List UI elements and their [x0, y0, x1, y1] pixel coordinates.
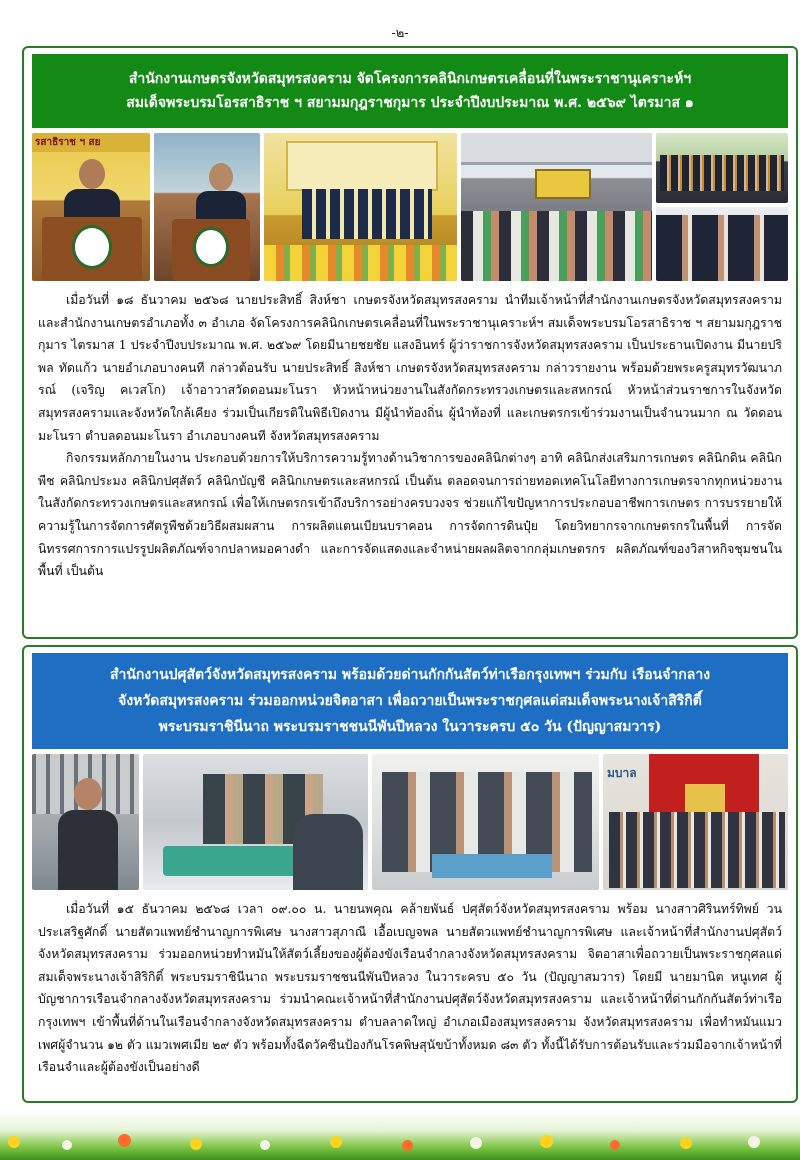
supply-table [432, 854, 552, 878]
person-surgeon [293, 814, 363, 890]
headline-banner-agriculture [32, 54, 788, 128]
article-body-livestock [38, 898, 782, 1079]
article-paragraph: เมื่อวันที่ ๑๘ ธันวาคม ๒๕๖๘ นายประสิทธิ์ สิงห์ชา เกษตรจังหวัดสมุทรสงคราม นำทีมเจ้าหน้าที่สำนักงานเกษตรจังหวัดสมุทรสงคราม และสำนักงานเกษตรอำเภอทั้ง ๓ อำเภอ จัดโครงการคลินิกเกษตรเคลื่อนที่ในพระราชานุเคราะห์ฯ สมเด็จพระบรมโอรสาธิราช ฯ สยามมกุฎราชกุมาร ไตรมาส 1 ประจำปีงบประมาณ พ.ศ. ๒๕๖๙ โดยมีนายชยชัย แสงอินทร์ ผู้ว่าราชการจังหวัดสมุทรสงคราม เป็นประธานเปิดงาน มีนายปริพล ทัดแก้ว นายอำเภอบางคนที กล่าวต้อนรับ นายประสิทธิ์ สิงห์ชา เกษตรจังหวัดสมุทรสงคราม กล่าวรายงาน พร้อมด้วยพระครูสมุทรวัฒนาภรณ์ (เจริญ คเวสโก) เจ้าอาวาสวัดดอนมะโนรา หัวหน้าหน่วยงานในสังกัดกระทรวงเกษตรและสหกรณ์ หัวหน้าส่วนราชการในจังหวัดสมุทรสงครามและจังหวัดใกล้เคียง ร่วมเป็นเกียรติในพิธีเปิดงาน มีผู้นำท้องถิ่น ผู้นำท้องที่ และเกษตรกรเข้าร่วมงานเป็นจำนวนมาก ณ วัดดอนมะโนรา ตำบลดอนมะโนรา อำเภอบางคนที จังหวัดสมุทรสงคราม [38, 293, 782, 443]
article-paragraph: เมื่อวันที่ ๑๕ ธันวาคม ๒๕๖๘ เวลา ๐๙.๐๐ น. นายนพคุณ คล้ายพันธ์ ปศุสัตว์จังหวัดสมุทรสงคราม พร้อม นางสาวศิรินทร์ทิพย์ วนประเสริฐศักดิ์ นายสัตวแพทย์ชำนาญการพิเศษ นางสาวสุภาณี เอื้อเบญจพล นายสัตวแพทย์ชำนาญการพิเศษ และเจ้าหน้าที่สำนักงานปศุสัตว์จังหวัดสมุทรสงคราม ร่วมออกหน่วยทำหมันให้สัตว์เลี้ยงของผู้ต้องขังเรือนจำกลางจังหวัดสมุทรสงคราม จิตอาสาเพื่อถวายเป็นพระราชกุศลแด่สมเด็จพระนางเจ้าสิริกิติ์ พระบรมราชินีนาถ พระบรมราชชนนีพันปีหลวง ในวาระครบ ๕๐ วัน (ปัญญาสมวาร) โดยมี นายมานิต หนูเทศ ผู้บัญชาการเรือนจำกลางจังหวัดสมุทรสงคราม ร่วมนำคณะเจ้าหน้าที่สำนักงานปศุสัตว์จังหวัดสมุทรสงคราม และเจ้าหน้าที่ด่านกักกันสัตว์ท่าเรือกรุงเทพฯ เข้าพื้นที่ด้านในเรือนจำกลางจังหวัดสมุทรสงคราม ตำบลลาดใหญ่ อำเภอเมืองสมุทรสงคราม จังหวัดสมุทรสงคราม เพื่อทำหมันแมวเพศผู้จำนวน ๑๒ ตัว แมวเพศเมีย ๒๙ ตัว พร้อมทั้งฉีดวัคซีนป้องกันโรคพิษสุนัขบ้าทั้งหมด ๘๓ ตัว ทั้งนี้ได้รับการต้อนรับและร่วมมือจากเจ้าหน้าที่เรือนจำและผู้ต้องขังเป็นอย่างดี [38, 902, 782, 1075]
photo-stack [656, 133, 788, 281]
photo-backdrop-text: รสาธิราช ฯ สย [32, 133, 150, 152]
portrait-frame [685, 784, 725, 812]
headline-line-2: สมเด็จพระบรมโอรสาธิราช ฯ สยามมกุฎราชกุมาร ประจำปีงบประมาณ พ.ศ. ๒๕๖๙ ไตรมาส ๑ [126, 95, 694, 111]
photo-officials-table [656, 207, 788, 281]
flower-icon [190, 1138, 202, 1150]
podium [42, 217, 142, 281]
flower-icon [402, 1140, 413, 1151]
event-screen [535, 169, 591, 199]
emblem-icon [193, 227, 229, 267]
headline-line-1: สำนักงานเกษตรจังหวัดสมุทรสงคราม จัดโครงการคลินิกเกษตรเคลื่อนที่ในพระราชานุเคราะห์ฯ [128, 71, 692, 87]
flower-icon [8, 1136, 20, 1148]
photo-group-line [656, 133, 788, 203]
headline-banner-livestock [32, 653, 788, 749]
flower-icon [330, 1136, 342, 1148]
photo-official-speech [154, 133, 260, 281]
photo-stage-group [264, 133, 457, 281]
flower-icon [62, 1140, 72, 1150]
grass-border-decoration [0, 1110, 800, 1160]
headline-line-2: จังหวัดสมุทรสงคราม ร่วมออกหน่วยจิตอาสา เพื่อถวายเป็นพระราชกุศลแด่สมเด็จพระนางเจ้าสิริกิติ์ [118, 693, 702, 709]
stage-backdrop [286, 141, 438, 191]
headline-line-1: สำนักงานปศุสัตว์จังหวัดสมุทรสงคราม พร้อมด้วยด่านกักกันสัตว์ท่าเรือกรุงเทพฯ ร่วมกับ เรือนจำกลาง [109, 667, 711, 683]
photo-strip-livestock [32, 754, 788, 890]
photo-veterinarian-portrait [32, 754, 139, 890]
photo-crowd-tent [461, 133, 652, 281]
photo-speaker-podium [32, 133, 150, 281]
flower-icon [610, 1140, 620, 1150]
photo-strip-agriculture [32, 133, 788, 281]
flower-icon [260, 1140, 270, 1150]
news-card-agriculture [22, 46, 798, 639]
article-body-agriculture [38, 289, 782, 583]
crowd [461, 211, 652, 281]
people-row [609, 812, 785, 888]
flower-icon [680, 1137, 692, 1149]
news-card-livestock [22, 645, 798, 1103]
people-row [660, 155, 784, 191]
person-figure [58, 778, 118, 890]
photo-sign-text: มบาล [607, 766, 637, 780]
photo-vaccination-station [372, 754, 599, 890]
emblem-icon [72, 225, 112, 269]
flower-icon [748, 1136, 760, 1148]
headline-line-3: พระบรมราชินีนาถ พระบรมราชชนนีพันปีหลวง ในวาระครบ ๕๐ วัน (ปัญญาสมวาร) [158, 719, 662, 735]
photo-surgery-table [143, 754, 368, 890]
flower-decor [264, 245, 457, 281]
flower-icon [118, 1134, 131, 1147]
flower-icon [470, 1137, 482, 1149]
people-row [302, 189, 432, 239]
page-number: -๒- [391, 26, 409, 41]
flower-icon [540, 1135, 553, 1148]
podium [172, 219, 250, 281]
photo-team-group [603, 754, 788, 890]
people-row [656, 215, 788, 281]
tent-roof [461, 133, 652, 165]
article-paragraph: กิจกรรมหลักภายในงาน ประกอบด้วยการให้บริการความรู้ทางด้านวิชาการของคลินิกต่างๆ อาทิ คลินิกส่งเสริมการเกษตร คลินิกดิน คลินิกพืช คลินิกประมง คลินิกปศุสัตว์ คลินิกบัญชี คลินิกเกษตรและสหกรณ์ เป็นต้น ตลอดจนการถ่ายทอดเทคโนโลยีทางการเกษตรจากทุกหน่วยงานในสังกัดกระทรวงเกษตรและสหกรณ์ เพื่อให้เกษตรกรเข้าถึงบริการอย่างครบวงจร ช่วยแก้ไขปัญหาการประกอบอาชีพการเกษตร การบรรยายให้ความรู้ในการจัดการศัตรูพืชด้วยวิธีผสมผสาน การผลิตแตนเบียนบราคอน การจัดการดินปุ๋ย โดยวิทยากรจากเกษตรกรในพื้นที่ การจัดนิทรรศการการแปรรูปผลิตภัณฑ์จากปลาหมอคางดำ และการจัดแสดงและจำหน่ายผลผลิตจากกลุ่มเกษตรกร ผลิตภัณฑ์ของวิสาหกิจชุมชนในพื้นที่ เป็นต้น [38, 451, 782, 579]
